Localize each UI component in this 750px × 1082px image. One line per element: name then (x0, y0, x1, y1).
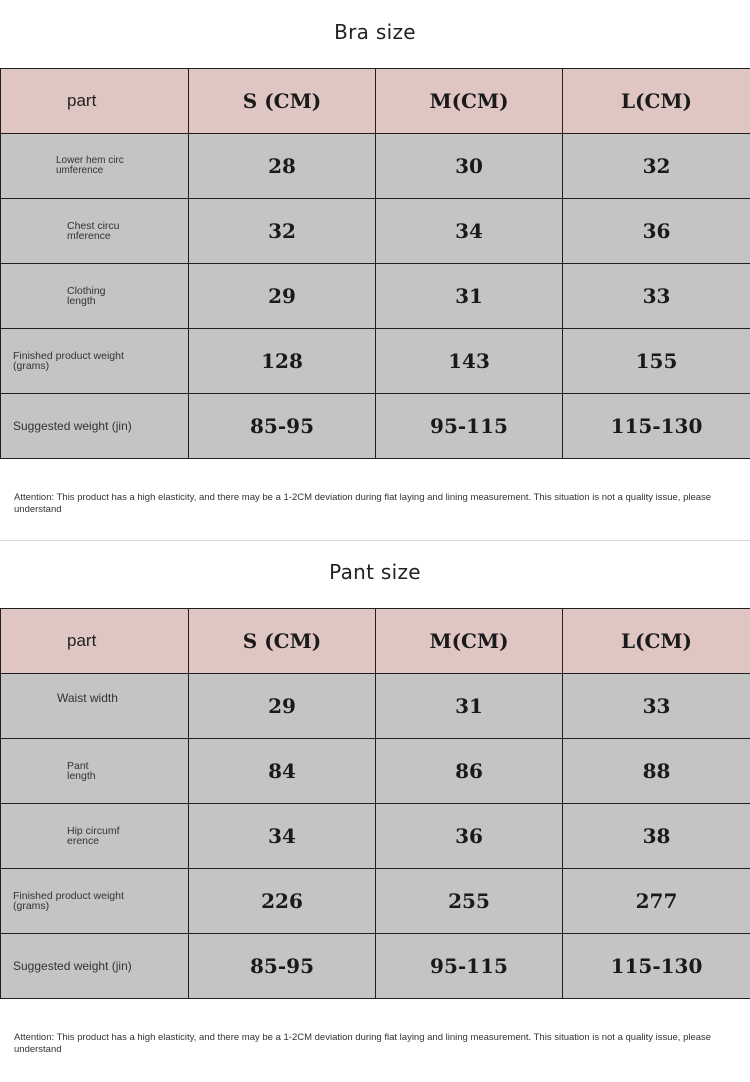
cell-l: 38 (563, 804, 750, 869)
cell-s: 29 (189, 674, 376, 739)
cell-l: 33 (563, 674, 750, 739)
table-row (1, 934, 750, 999)
row-label-suggested-weight: Suggested weight (jin) (13, 959, 132, 973)
row-label-suggested-weight: Suggested weight (jin) (13, 419, 132, 433)
cell-m: 95-115 (376, 934, 563, 999)
bra-attention-note: Attention: This product has a high elasticity, and there may be a 1-2CM deviation during flat laying and lining measurement. This situation is not a quality issue, please understand (14, 492, 712, 515)
row-label-chest: Chest circumference (67, 219, 120, 242)
table-row (1, 329, 750, 394)
bra-size-table (0, 68, 750, 459)
header-size-l: L(CM) (563, 69, 750, 134)
cell-s: 32 (189, 199, 376, 264)
table-row (1, 264, 750, 329)
row-label-lower-hem: Lower hem circumference (56, 155, 124, 176)
pant-size-title: Pant size (329, 560, 421, 584)
bra-size-section (0, 0, 750, 64)
pant-attention-note: Attention: This product has a high elasticity, and there may be a 1-2CM deviation during flat laying and lining measurement. This situation is not a quality issue, please understand (14, 1032, 712, 1055)
cell-s: 85-95 (189, 394, 376, 459)
row-label-product-weight: Finished product weight (grams) (13, 349, 124, 372)
table-row (1, 199, 750, 264)
row-label-waist-width: Waist width (57, 691, 118, 705)
table-row (1, 394, 750, 459)
cell-s: 85-95 (189, 934, 376, 999)
cell-l: 115-130 (563, 934, 750, 999)
bra-size-title: Bra size (334, 20, 416, 44)
table-row (1, 869, 750, 934)
cell-l: 155 (563, 329, 750, 394)
header-size-s: S (CM) (189, 609, 376, 674)
cell-s: 29 (189, 264, 376, 329)
cell-s: 226 (189, 869, 376, 934)
header-size-s: S (CM) (189, 69, 376, 134)
cell-l: 88 (563, 739, 750, 804)
table-row (1, 674, 750, 739)
header-size-l: L(CM) (563, 609, 750, 674)
table-row (1, 739, 750, 804)
table-row (1, 134, 750, 199)
cell-s: 28 (189, 134, 376, 199)
pant-size-section (0, 540, 750, 604)
cell-s: 128 (189, 329, 376, 394)
pant-size-table (0, 608, 750, 999)
header-part: part (1, 609, 189, 674)
cell-m: 30 (376, 134, 563, 199)
cell-l: 115-130 (563, 394, 750, 459)
cell-s: 84 (189, 739, 376, 804)
header-size-m: M(CM) (376, 69, 563, 134)
header-size-m: M(CM) (376, 609, 563, 674)
cell-l: 277 (563, 869, 750, 934)
table-header-row (1, 609, 750, 674)
table-header-row (1, 69, 750, 134)
cell-m: 95-115 (376, 394, 563, 459)
row-label-pant-length: Pant length (67, 759, 96, 782)
cell-m: 31 (376, 264, 563, 329)
cell-m: 34 (376, 199, 563, 264)
cell-s: 34 (189, 804, 376, 869)
cell-m: 143 (376, 329, 563, 394)
cell-m: 86 (376, 739, 563, 804)
header-part: part (1, 69, 189, 134)
cell-m: 36 (376, 804, 563, 869)
cell-l: 33 (563, 264, 750, 329)
cell-m: 31 (376, 674, 563, 739)
row-label-hip: Hip circumference (67, 824, 120, 847)
table-row (1, 804, 750, 869)
cell-l: 32 (563, 134, 750, 199)
cell-l: 36 (563, 199, 750, 264)
row-label-clothing-length: Clothing length (67, 284, 106, 307)
cell-m: 255 (376, 869, 563, 934)
row-label-product-weight: Finished product weight (grams) (13, 889, 124, 912)
